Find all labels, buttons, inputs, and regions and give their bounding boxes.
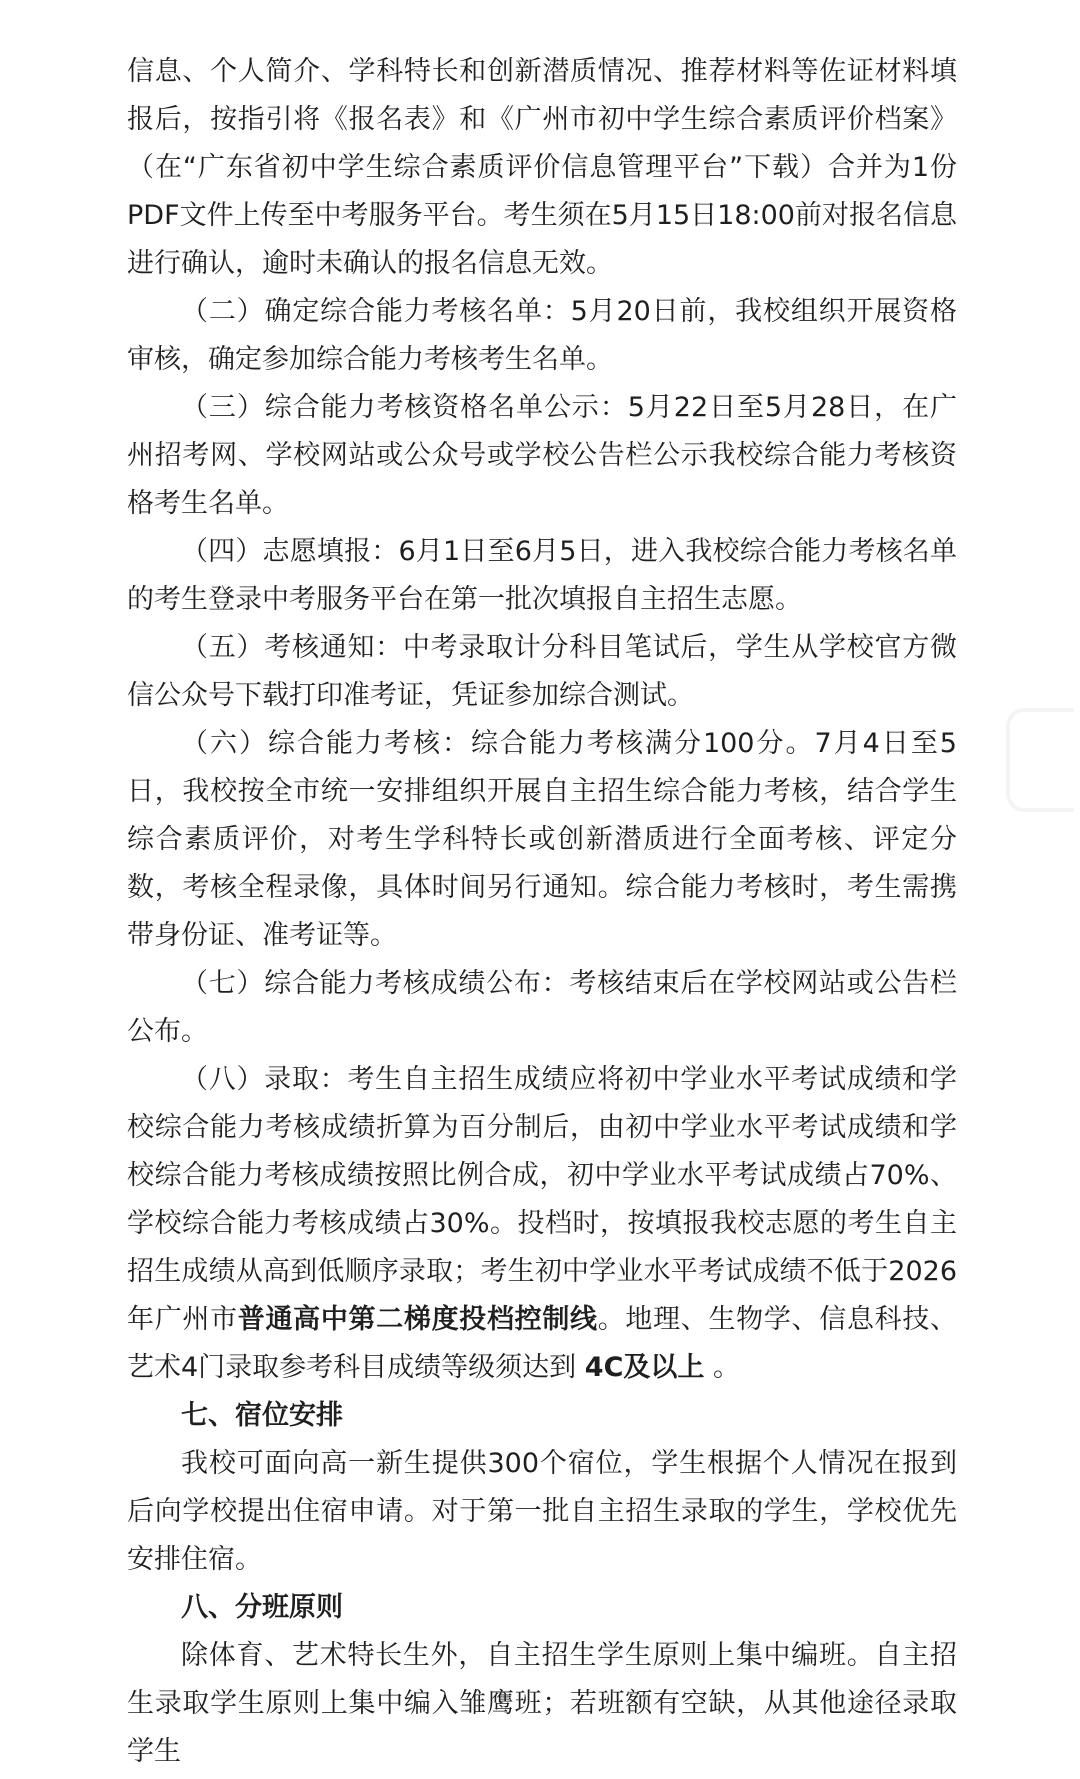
admission-text-c: 。 [712, 1352, 740, 1383]
admission-text-a: （八）录取：考生自主招生成绩应将初中学业水平考试成绩和学校综合能力考核成绩折算为百分制后，由初中学业水平考试成绩和学校综合能力考核成绩按照比例合成，初中学业水平考试成绩占70%、学校综合能力考核成绩占30%。投档时，按填报我校志愿的考生自主招生成绩从高到低顺序录取；考生初中学业水平考试成绩不低于2026年广州市 [127, 1064, 957, 1335]
document-body [127, 48, 957, 1776]
paragraph-item-4: （四）志愿填报：6月1日至6月5日，进入我校综合能力考核名单的考生登录中考服务平台在第一批次填报自主招生志愿。 [127, 536, 957, 615]
paragraph-item-7: （七）综合能力考核成绩公布：考核结束后在学校网站或公告栏公布。 [127, 968, 957, 1047]
admission-bold-grade: 4C及以上 [584, 1352, 705, 1383]
paragraph-class-division: 除体育、艺术特长生外，自主招生学生原则上集中编班。自主招生录取学生原则上集中编入雏鹰班；若班额有空缺，从其他途径录取学生 [127, 1640, 957, 1767]
paragraph-registration-continued: 信息、个人简介、学科特长和创新潜质情况、推荐材料等佐证材料填报后，按指引将《报名表》和《广州市初中学生综合素质评价档案》（在“广东省初中学生综合素质评价信息管理平台”下载）合并为1份PDF文件上传至中考服务平台。考生须在5月15日18:00前对报名信息进行确认，逾时未确认的报名信息无效。 [127, 56, 957, 279]
admission-text-b: 。地理、生物学、信息科技、艺术4门录取参考科目成绩等级须达到 [127, 1304, 958, 1383]
paragraph-item-5: （五）考核通知：中考录取计分科目笔试后，学生从学校官方微信公众号下载打印准考证，凭证参加综合测试。 [127, 632, 957, 711]
paragraph-item-8 [127, 1056, 957, 1392]
paragraph-dormitory: 我校可面向高一新生提供300个宿位，学生根据个人情况在报到后向学校提出住宿申请。对于第一批自主招生录取的学生，学校优先安排住宿。 [127, 1448, 957, 1575]
section-heading-class-division: 八、分班原则 [181, 1592, 343, 1623]
paragraph-item-3: （三）综合能力考核资格名单公示：5月22日至5月28日，在广州招考网、学校网站或公众号或学校公告栏公示我校综合能力考核资格考生名单。 [127, 392, 957, 519]
section-heading-dormitory: 七、宿位安排 [181, 1400, 343, 1431]
edge-watermark-shape [1006, 708, 1074, 812]
admission-bold-threshold: 普通高中第二梯度投档控制线 [237, 1304, 598, 1335]
paragraph-item-6: （六）综合能力考核：综合能力考核满分100分。7月4日至5日，我校按全市统一安排组织开展自主招生综合能力考核，结合学生综合素质评价，对考生学科特长或创新潜质进行全面考核、评定分数，考核全程录像，具体时间另行通知。综合能力考核时，考生需携带身份证、准考证等。 [127, 728, 957, 951]
paragraph-item-2: （二）确定综合能力考核名单：5月20日前，我校组织开展资格审核，确定参加综合能力考核考生名单。 [127, 296, 957, 375]
